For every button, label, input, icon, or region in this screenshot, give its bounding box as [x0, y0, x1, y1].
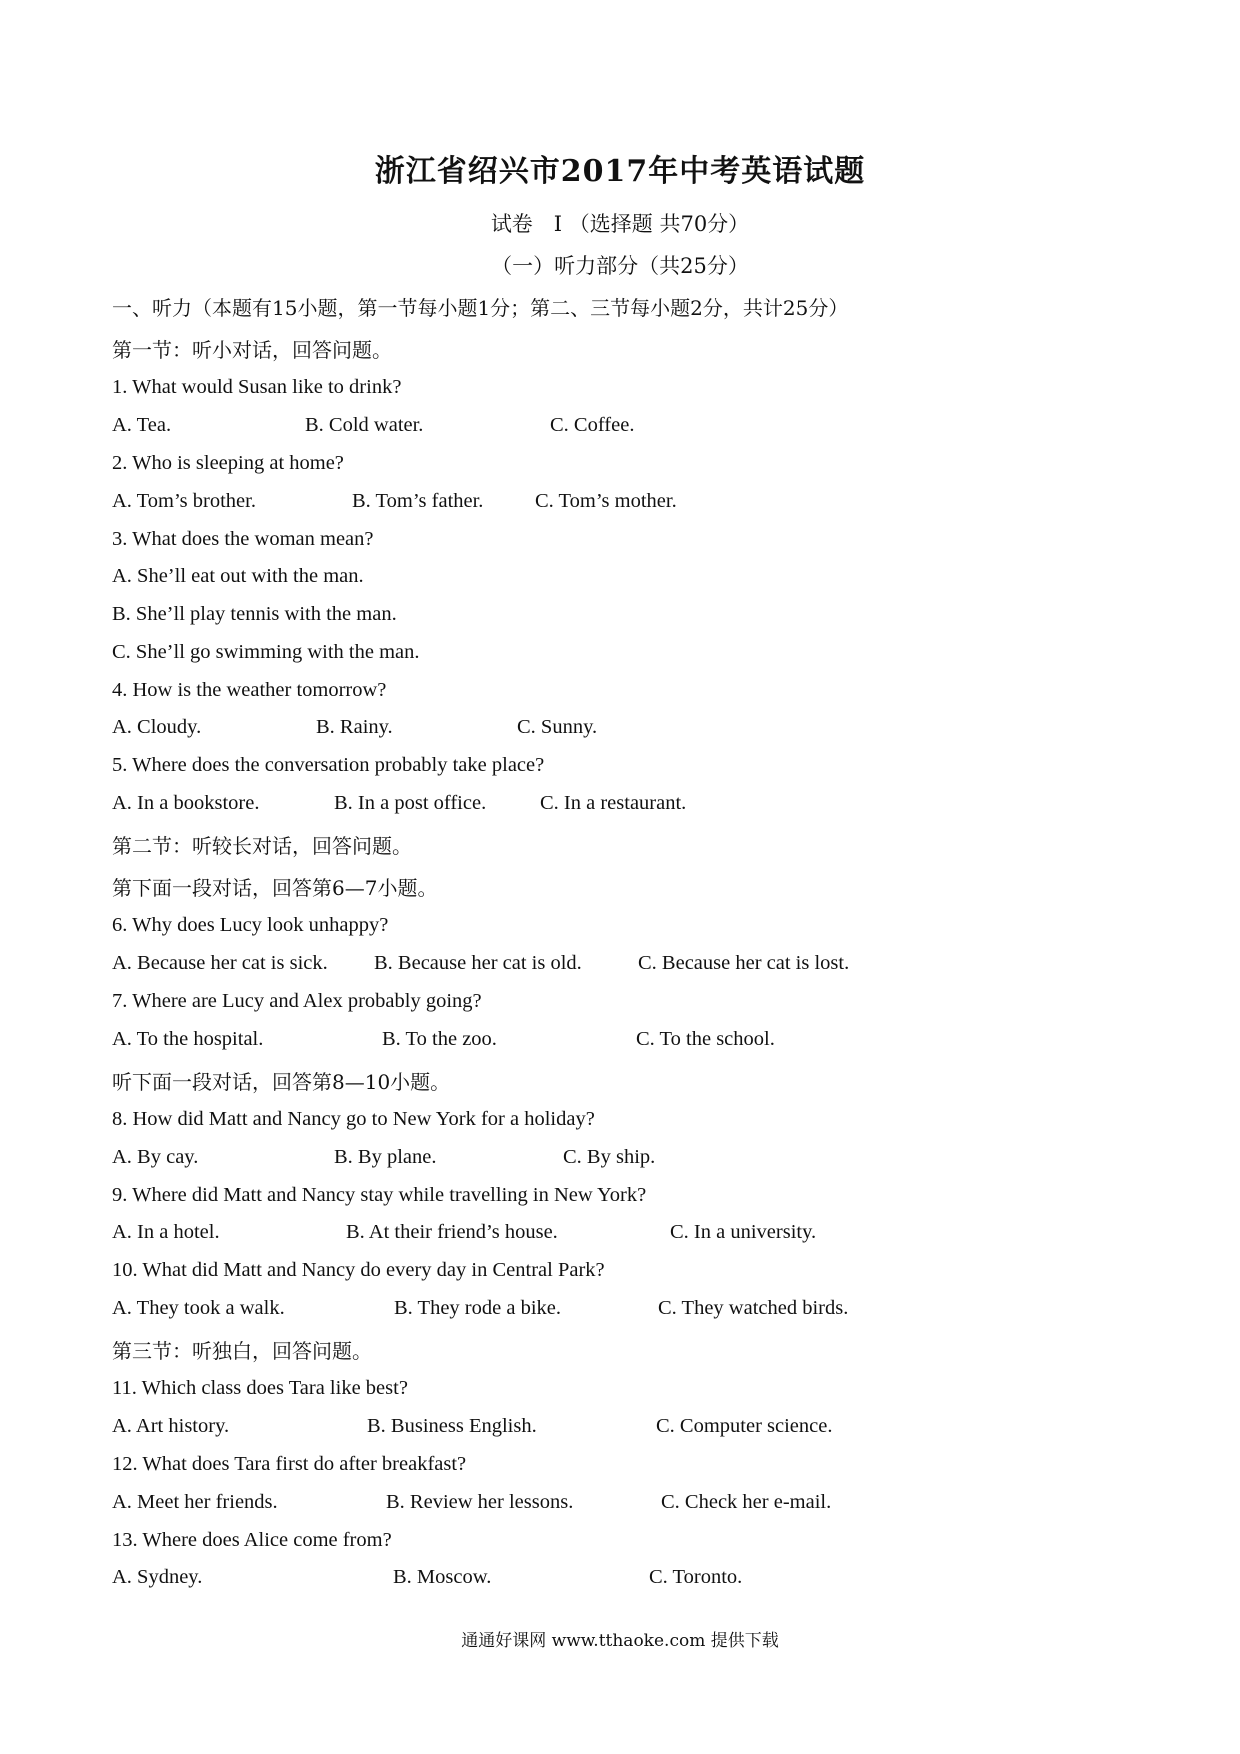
dialog-2-intro: 听下面一段对话，回答第8—10小题。 [112, 1070, 451, 1094]
q3-option-c: C. She’ll go swimming with the man. [112, 641, 420, 663]
question-13: 13. Where does Alice come from? [112, 1529, 392, 1551]
q4-option-c: C. Sunny. [517, 716, 598, 738]
q7-option-c: C. To the school. [636, 1028, 775, 1050]
q9-option-a: A. In a hotel. [112, 1221, 220, 1243]
q2-option-c: C. Tom’s mother. [535, 490, 677, 512]
q4-option-b: B. Rainy. [316, 716, 393, 738]
q2-option-a: A. Tom’s brother. [112, 490, 256, 512]
q5-option-c: C. In a restaurant. [540, 792, 687, 814]
q10-option-a: A. They took a walk. [112, 1297, 285, 1319]
question-5: 5. Where does the conversation probably take place? [112, 754, 545, 776]
q10-option-c: C. They watched birds. [658, 1297, 849, 1319]
q11-option-a: A. Art history. [112, 1415, 230, 1437]
q1-option-c: C. Coffee. [550, 414, 635, 436]
section-intro: 一、听力（本题有15小题，第一节每小题1分；第二、三节每小题2分，共计25分） [112, 296, 849, 320]
question-4: 4. How is the weather tomorrow? [112, 679, 387, 701]
q8-option-a: A. By cay. [112, 1146, 199, 1168]
question-1: 1. What would Susan like to drink? [112, 376, 402, 398]
q11-option-b: B. Business English. [367, 1415, 537, 1437]
q1-option-a: A. Tea. [112, 414, 172, 436]
q8-option-c: C. By ship. [563, 1146, 656, 1168]
q12-option-c: C. Check her e-mail. [661, 1491, 832, 1513]
q3-option-b: B. She’ll play tennis with the man. [112, 603, 397, 625]
question-8: 8. How did Matt and Nancy go to New York for a holiday? [112, 1108, 595, 1130]
question-7: 7. Where are Lucy and Alex probably going? [112, 990, 482, 1012]
question-12: 12. What does Tara first do after breakfast? [112, 1453, 467, 1475]
q8-option-b: B. By plane. [334, 1146, 437, 1168]
q11-option-c: C. Computer science. [656, 1415, 833, 1437]
q5-option-b: B. In a post office. [334, 792, 487, 814]
question-6: 6. Why does Lucy look unhappy? [112, 914, 389, 936]
q12-option-a: A. Meet her friends. [112, 1491, 278, 1513]
question-2: 2. Who is sleeping at home? [112, 452, 344, 474]
question-11: 11. Which class does Tara like best? [112, 1377, 408, 1399]
dialog-1-intro: 第下面一段对话，回答第6—7小题。 [112, 876, 438, 900]
q10-option-b: B. They rode a bike. [394, 1297, 561, 1319]
page-title: 浙江省绍兴市2017年中考英语试题 [374, 154, 866, 189]
question-10: 10. What did Matt and Nancy do every day in Central Park? [112, 1259, 605, 1281]
question-3: 3. What does the woman mean? [112, 528, 374, 550]
question-9: 9. Where did Matt and Nancy stay while travelling in New York? [112, 1184, 647, 1206]
section-3-heading: 第三节：听独白，回答问题。 [112, 1339, 372, 1363]
q13-option-c: C. Toronto. [649, 1566, 743, 1588]
q13-option-b: B. Moscow. [393, 1566, 492, 1588]
q6-option-c: C. Because her cat is lost. [638, 952, 850, 974]
part-heading: （一）听力部分（共25分） [491, 254, 749, 278]
q13-option-a: A. Sydney. [112, 1566, 203, 1588]
page-footer: 通通好课网 www.tthaoke.com 提供下载 [461, 1631, 779, 1651]
q12-option-b: B. Review her lessons. [386, 1491, 574, 1513]
q6-option-b: B. Because her cat is old. [374, 952, 582, 974]
q9-option-b: B. At their friend’s house. [346, 1221, 558, 1243]
q7-option-a: A. To the hospital. [112, 1028, 264, 1050]
q3-option-a: A. She’ll eat out with the man. [112, 565, 364, 587]
section-2-heading: 第二节：听较长对话，回答问题。 [112, 834, 412, 858]
paper-heading: 试卷 I （选择题 共70分） [490, 212, 750, 236]
q7-option-b: B. To the zoo. [382, 1028, 497, 1050]
q9-option-c: C. In a university. [670, 1221, 817, 1243]
q1-option-b: B. Cold water. [305, 414, 424, 436]
q6-option-a: A. Because her cat is sick. [112, 952, 328, 974]
q5-option-a: A. In a bookstore. [112, 792, 260, 814]
section-1-heading: 第一节：听小对话，回答问题。 [112, 338, 392, 362]
q2-option-b: B. Tom’s father. [352, 490, 484, 512]
q4-option-a: A. Cloudy. [112, 716, 202, 738]
